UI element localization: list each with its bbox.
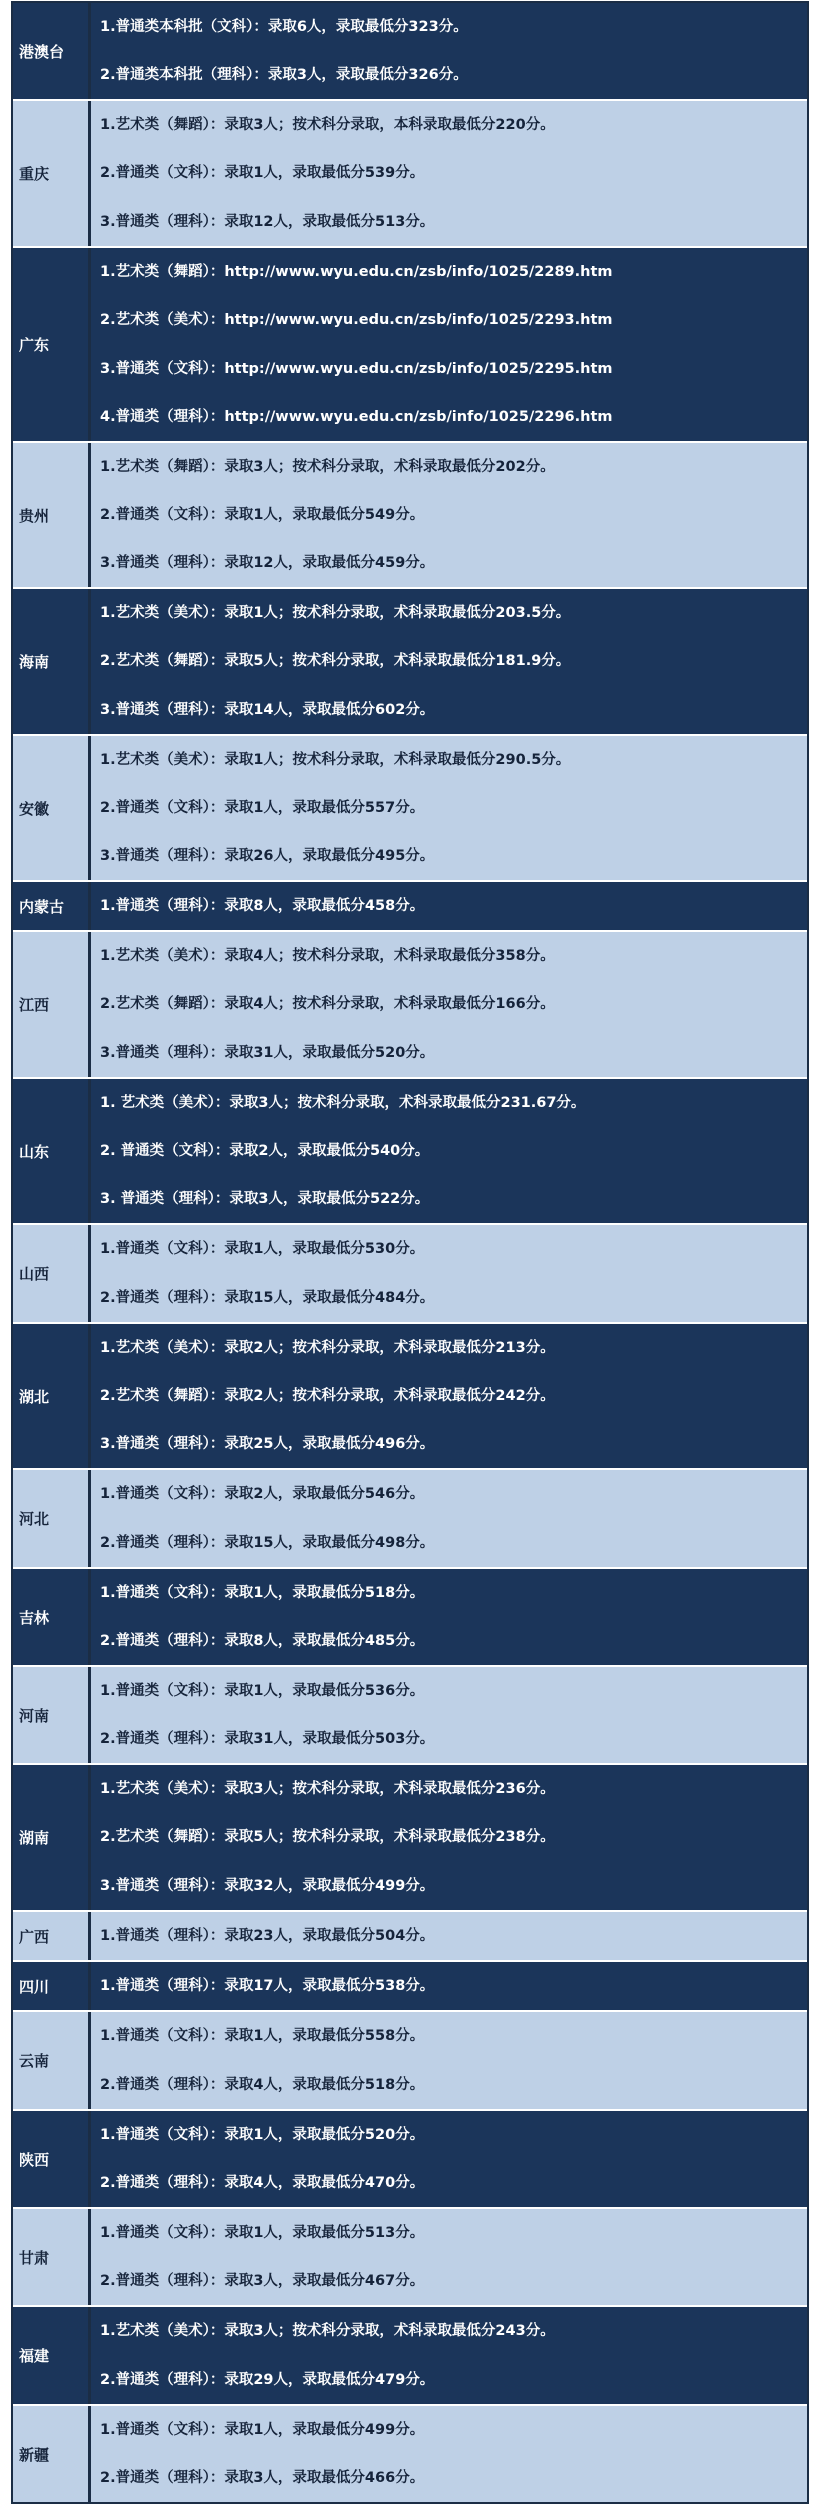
result-line: 1.普通类（文科）：录取1人，录取最低分558分。 [100, 2028, 425, 2044]
table-row [13, 2307, 807, 2406]
province-cell: 广东 [13, 248, 91, 441]
result-cell [91, 2406, 807, 2502]
province-cell: 海南 [13, 589, 91, 734]
result-line: 1.艺术类（舞蹈）：录取3人；按术科分录取，本科录取最低分220分。 [100, 117, 555, 133]
result-line: 2.普通类（理科）：录取3人，录取最低分467分。 [100, 2273, 425, 2289]
result-line: 1.普通类（文科）：录取1人，录取最低分520分。 [100, 2127, 425, 2143]
result-line: 1.普通类（文科）：录取1人，录取最低分513分。 [100, 2225, 425, 2241]
result-line: 2.普通类（文科）：录取1人，录取最低分557分。 [100, 800, 425, 816]
result-line: 1. 艺术类（美术）：录取3人；按术科分录取，术科录取最低分231.67分。 [100, 1095, 586, 1111]
table-row [13, 1225, 807, 1324]
province-cell: 江西 [13, 932, 91, 1077]
table-row [13, 932, 807, 1079]
result-cell [91, 2209, 807, 2305]
province-cell: 内蒙古 [13, 882, 91, 930]
result-line: 3.普通类（理科）：录取14人，录取最低分602分。 [100, 701, 435, 718]
admission-table [11, 1, 809, 2504]
table-row [13, 1079, 807, 1225]
result-cell [91, 2012, 807, 2109]
result-cell [91, 2111, 807, 2207]
result-line: 3.普通类（文科）：http://www.wyu.edu.cn/zsb/info/1025/2295.htm [100, 360, 613, 377]
table-row [13, 101, 807, 248]
result-cell [91, 736, 807, 880]
result-line: 3.普通类（理科）：录取12人，录取最低分459分。 [100, 555, 435, 571]
result-line: 1.普通类（文科）：录取1人，录取最低分530分。 [100, 1241, 425, 1257]
province-cell: 重庆 [13, 101, 91, 246]
result-line: 1.艺术类（舞蹈）：录取3人；按术科分录取，术科录取最低分202分。 [100, 459, 555, 475]
result-cell [91, 248, 807, 441]
table-row [13, 2406, 807, 2502]
result-line: 2.普通类（文科）：录取1人，录取最低分539分。 [100, 165, 425, 182]
table-row [13, 2012, 807, 2111]
result-cell [91, 1324, 807, 1468]
table-row [13, 882, 807, 932]
table-row [13, 736, 807, 882]
result-line: 2.艺术类（美术）：http://www.wyu.edu.cn/zsb/info/1025/2293.htm [100, 312, 613, 329]
result-line: 1.普通类（文科）：录取2人，录取最低分546分。 [100, 1486, 425, 1502]
table-row [13, 589, 807, 736]
province-cell: 吉林 [13, 1569, 91, 1665]
table-row [13, 1470, 807, 1569]
result-line: 3. 普通类（理科）：录取3人，录取最低分522分。 [100, 1191, 430, 1207]
result-line: 2.艺术类（舞蹈）：录取5人；按术科分录取，术科录取最低分238分。 [100, 1829, 555, 1846]
result-line: 3.普通类（理科）：录取32人，录取最低分499分。 [100, 1877, 435, 1894]
result-line: 1.艺术类（舞蹈）：http://www.wyu.edu.cn/zsb/info/1025/2289.htm [100, 264, 613, 280]
province-cell: 安徽 [13, 736, 91, 880]
result-line: 2.普通类（理科）：录取15人，录取最低分498分。 [100, 1534, 435, 1551]
result-line: 2.普通类（理科）：录取8人，录取最低分485分。 [100, 1633, 425, 1649]
province-cell: 广西 [13, 1912, 91, 1960]
result-cell [91, 2307, 807, 2404]
result-line: 2.艺术类（舞蹈）：录取5人；按术科分录取，术科录取最低分181.9分。 [100, 653, 571, 670]
table-row [13, 2111, 807, 2209]
province-cell: 贵州 [13, 443, 91, 587]
result-cell [91, 1569, 807, 1665]
result-cell [91, 1667, 807, 1763]
province-cell: 福建 [13, 2307, 91, 2404]
table-row [13, 1324, 807, 1470]
result-cell [91, 1962, 807, 2010]
result-line: 2.普通类（理科）：录取4人，录取最低分470分。 [100, 2175, 425, 2191]
table-row [13, 1962, 807, 2012]
result-line: 2.普通类（理科）：录取4人，录取最低分518分。 [100, 2076, 425, 2093]
result-cell [91, 1470, 807, 1567]
table-row [13, 1667, 807, 1765]
result-line: 1.普通类（文科）：录取1人，录取最低分518分。 [100, 1585, 425, 1601]
result-cell [91, 1912, 807, 1960]
result-cell [91, 3, 807, 99]
result-cell [91, 1225, 807, 1322]
result-line: 1.艺术类（美术）：录取2人；按术科分录取，术科录取最低分213分。 [100, 1340, 555, 1356]
result-line: 3.普通类（理科）：录取25人，录取最低分496分。 [100, 1436, 435, 1452]
province-cell: 新疆 [13, 2406, 91, 2502]
result-line: 2.普通类（理科）：录取29人，录取最低分479分。 [100, 2371, 435, 2388]
result-line: 2.普通类本科批（理科）：录取3人，录取最低分326分。 [100, 67, 468, 83]
province-cell: 河南 [13, 1667, 91, 1763]
result-cell [91, 932, 807, 1077]
result-cell [91, 443, 807, 587]
province-cell: 河北 [13, 1470, 91, 1567]
result-line: 4.普通类（理科）：http://www.wyu.edu.cn/zsb/info/1025/2296.htm [100, 408, 613, 425]
result-line: 1.艺术类（美术）：录取1人；按术科分录取，术科录取最低分290.5分。 [100, 752, 571, 768]
result-cell [91, 882, 807, 930]
province-cell: 湖北 [13, 1324, 91, 1468]
province-cell: 山西 [13, 1225, 91, 1322]
result-line: 2.艺术类（舞蹈）：录取2人；按术科分录取，术科录取最低分242分。 [100, 1388, 555, 1404]
result-line: 3.普通类（理科）：录取12人，录取最低分513分。 [100, 213, 435, 230]
province-cell: 山东 [13, 1079, 91, 1223]
result-line: 2.普通类（理科）：录取15人，录取最低分484分。 [100, 1289, 435, 1306]
table-row [13, 248, 807, 443]
result-line: 1.艺术类（美术）：录取3人；按术科分录取，术科录取最低分236分。 [100, 1781, 555, 1797]
table-row [13, 443, 807, 589]
province-cell: 四川 [13, 1962, 91, 2010]
result-line: 1.普通类（理科）：录取17人，录取最低分538分。 [100, 1978, 435, 1994]
result-cell [91, 1079, 807, 1223]
table-row [13, 2209, 807, 2307]
province-cell: 港澳台 [13, 3, 91, 99]
result-line: 1.普通类（理科）：录取23人，录取最低分504分。 [100, 1928, 435, 1944]
result-line: 3.普通类（理科）：录取26人，录取最低分495分。 [100, 848, 435, 864]
province-cell: 陕西 [13, 2111, 91, 2207]
province-cell: 湖南 [13, 1765, 91, 1910]
table-row [13, 1765, 807, 1912]
result-cell [91, 1765, 807, 1910]
result-line: 1.普通类本科批（文科）：录取6人，录取最低分323分。 [100, 19, 468, 35]
province-cell: 甘肃 [13, 2209, 91, 2305]
result-line: 3.普通类（理科）：录取31人，录取最低分520分。 [100, 1044, 435, 1061]
result-line: 1.艺术类（美术）：录取1人；按术科分录取，术科录取最低分203.5分。 [100, 605, 571, 621]
result-line: 1.艺术类（美术）：录取3人；按术科分录取，术科录取最低分243分。 [100, 2323, 555, 2339]
result-cell [91, 101, 807, 246]
result-line: 2. 普通类（文科）：录取2人，录取最低分540分。 [100, 1143, 430, 1159]
table-row [13, 3, 807, 101]
result-line: 2.普通类（理科）：录取3人，录取最低分466分。 [100, 2470, 425, 2486]
result-line: 1.普通类（文科）：录取1人，录取最低分536分。 [100, 1683, 425, 1699]
result-line: 2.艺术类（舞蹈）：录取4人；按术科分录取，术科录取最低分166分。 [100, 996, 555, 1013]
table-row [13, 1569, 807, 1667]
result-line: 1.普通类（理科）：录取8人，录取最低分458分。 [100, 898, 425, 914]
result-line: 2.普通类（理科）：录取31人，录取最低分503分。 [100, 1731, 435, 1747]
table-row [13, 1912, 807, 1962]
province-cell: 云南 [13, 2012, 91, 2109]
result-line: 1.艺术类（美术）：录取4人；按术科分录取，术科录取最低分358分。 [100, 948, 555, 964]
result-line: 1.普通类（文科）：录取1人，录取最低分499分。 [100, 2422, 425, 2438]
result-line: 2.普通类（文科）：录取1人，录取最低分549分。 [100, 507, 425, 523]
result-cell [91, 589, 807, 734]
